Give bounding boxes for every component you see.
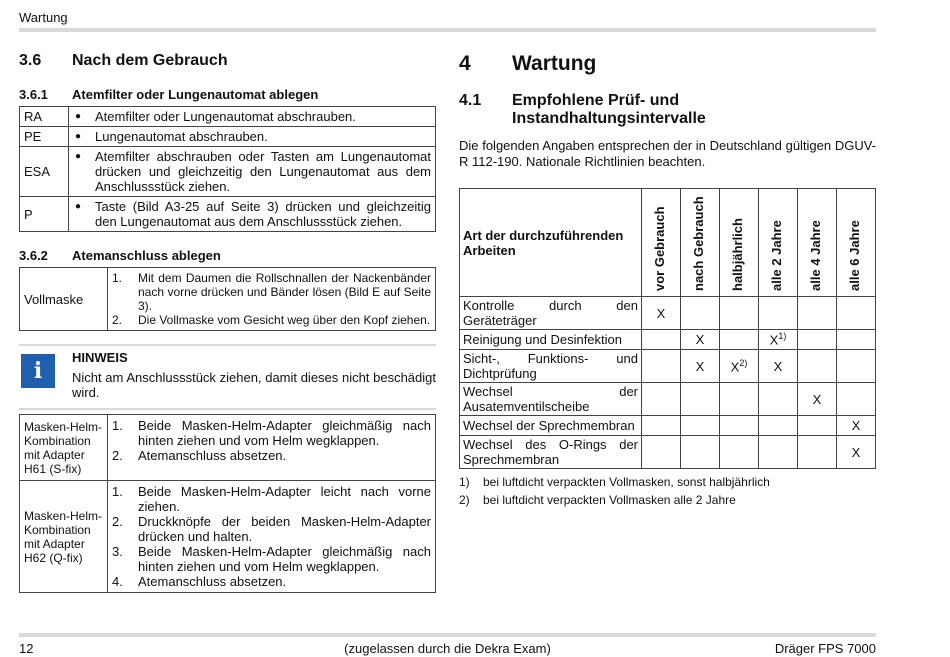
table-row (460, 416, 876, 436)
filter-removal-table (19, 106, 436, 232)
section-heading-4-1: 4.1 Empfohlene Prüf- und Instandhaltungsintervalle (459, 92, 706, 127)
row-label: Wechsel des O-Rings der Sprechmembran (460, 436, 642, 469)
interval-cell (642, 383, 681, 416)
interval-cell (720, 436, 759, 469)
interval-cell: X (798, 383, 837, 416)
footnote: 1) bei luftdicht verpackten Vollmasken, sonst halbjährlich (459, 475, 770, 489)
list-item: 2. Druckknöpfe der beiden Masken-Helm-Adapter drücken und halten. (112, 514, 431, 544)
interval-cell (759, 436, 798, 469)
table-row: PE ● Lungenautomat abschrauben. (20, 127, 436, 147)
list-item: 1. Beide Masken-Helm-Adapter leicht nach vorne ziehen. (112, 484, 431, 514)
table-row (460, 350, 876, 383)
column-header: alle 6 Jahre (837, 189, 876, 297)
column-header: alle 2 Jahre (759, 189, 798, 297)
interval-cell (720, 297, 759, 330)
interval-cell (798, 297, 837, 330)
row-label: Wechsel der Sprechmembran (460, 416, 642, 436)
table-row (460, 436, 876, 469)
footnote: 2) bei luftdicht verpackten Vollmasken alle 2 Jahre (459, 493, 736, 507)
column-header: vor Gebrauch (642, 189, 681, 297)
table-row: Masken-Helm-Kombination mit Adapter H61 (S-fix) 1. Beide Masken-Helm-Adapter gleichmäßig nach hinten ziehen und vom Helm wegklappen. 2. Atemanschluss absetzen. (20, 415, 436, 481)
step-list (112, 484, 431, 589)
table-row (460, 297, 876, 330)
subsection-heading-3-6-1: 3.6.1 Atemfilter oder Lungenautomat ablegen (19, 87, 319, 102)
footnote-ref: 1) (778, 331, 787, 342)
table-row (460, 330, 876, 350)
interval-cell (759, 297, 798, 330)
interval-cell: $X^{2)}$ (720, 350, 759, 383)
footnotes (459, 475, 876, 507)
step-list (112, 418, 431, 463)
interval-cell (837, 330, 876, 350)
interval-cell: X (681, 350, 720, 383)
interval-cell: $X^{1)}$ (759, 330, 798, 350)
interval-cell: X (837, 416, 876, 436)
interval-cell (720, 330, 759, 350)
column-header: nach Gebrauch (681, 189, 720, 297)
list-item: 2. Die Vollmaske vom Gesicht weg über den Kopf ziehen. (112, 313, 431, 327)
subsection-heading-3-6-2: 3.6.2 Atemanschluss ablegen (19, 248, 221, 263)
table-row: P ● Taste (Bild A3-25 auf Seite 3) drücken und gleichzeitig den Lungenautomat aus dem Anschlussstück ziehen. (20, 197, 436, 232)
interval-cell (798, 330, 837, 350)
interval-cell (720, 416, 759, 436)
interval-cell: X (759, 350, 798, 383)
row-label: Wechsel der Ausatemventilscheibe (460, 383, 642, 416)
list-item: 1. Beide Masken-Helm-Adapter gleichmäßig nach hinten ziehen und vom Helm wegklappen. (112, 418, 431, 448)
interval-cell (837, 383, 876, 416)
info-icon: i (21, 354, 55, 388)
hint-text: Nicht am Anschlussstück ziehen, damit dieses nicht beschädigt wird. (72, 370, 436, 400)
maintenance-interval-table (459, 188, 876, 469)
column-header: halbjährlich (720, 189, 759, 297)
interval-cell (837, 297, 876, 330)
hint-title: HINWEIS (72, 350, 128, 365)
interval-cell: X (837, 436, 876, 469)
product-name: Dräger FPS 7000 (774, 641, 876, 656)
chapter-heading: 4 Wartung (459, 52, 597, 75)
table-row (460, 383, 876, 416)
interval-cell (642, 416, 681, 436)
hint-box (19, 344, 436, 410)
table-row: RA ● Atemfilter oder Lungenautomat abschrauben. (20, 107, 436, 127)
page-number: 12 (19, 641, 34, 656)
right-column (459, 52, 876, 511)
interval-cell (798, 350, 837, 383)
table-row: ESA ● Atemfilter abschrauben oder Tasten am Lungenautomat drücken und gleichzeitig den Lungenautomat aus dem Anschlussstück ziehen. (20, 147, 436, 197)
left-column (19, 52, 436, 593)
interval-cell (798, 416, 837, 436)
footnote-ref: 2) (739, 357, 748, 368)
interval-cell (642, 436, 681, 469)
interval-cell: X (681, 330, 720, 350)
list-item: 1. Mit dem Daumen die Rollschnallen der Nackenbänder nach vorne drücken und Bänder lösen (Bild E auf Seite 3). (112, 271, 431, 313)
list-item: 3. Beide Masken-Helm-Adapter gleichmäßig nach hinten ziehen und vom Helm wegklappen. (112, 544, 431, 574)
footer-rule (19, 633, 876, 637)
row-label: Reinigung und Desinfektion (460, 330, 642, 350)
table-row: Vollmaske 1. Mit dem Daumen die Rollschnallen der Nackenbänder nach vorne drücken und Bänder lösen (Bild E auf Seite 3). 2. Die Vollmaske vom Gesicht weg über den Kopf ziehen. (20, 268, 436, 331)
step-list (112, 271, 431, 327)
intro-paragraph: Die folgenden Angaben entsprechen der in Deutschland gültigen DGUV-R 112-190. Nationale Richtlinien beachten. (459, 138, 876, 169)
interval-cell (681, 416, 720, 436)
interval-cell (759, 383, 798, 416)
header-rule (19, 28, 876, 32)
running-header: Wartung (19, 10, 68, 25)
interval-cell (681, 383, 720, 416)
list-item: 2. Atemanschluss absetzen. (112, 448, 287, 463)
approval-note: (zugelassen durch die Dekra Exam) (344, 641, 551, 656)
interval-cell (681, 297, 720, 330)
row-label: Kontrolle durch den Geräteträger (460, 297, 642, 330)
interval-cell (720, 383, 759, 416)
table-row: Masken-Helm-Kombination mit Adapter H62 (Q-fix) 1. Beide Masken-Helm-Adapter leicht nach vorne ziehen. 2. Druckknöpfe der beiden Masken-Helm-Adapter drücken und halten. 3. Beide Masken-Helm-Adapter gleichmäßig nach hinten ziehen und vom Helm wegklappen. 4. Atemanschluss absetzen. (20, 481, 436, 593)
interval-cell: X (642, 297, 681, 330)
section-heading-3-6: 3.6 Nach dem Gebrauch (19, 52, 228, 69)
interval-cell (798, 436, 837, 469)
list-item: 4. Atemanschluss absetzen. (112, 574, 287, 589)
column-header: alle 4 Jahre (798, 189, 837, 297)
interval-cell (642, 350, 681, 383)
table-header-row (460, 189, 876, 297)
interval-cell (759, 416, 798, 436)
interval-cell (681, 436, 720, 469)
vollmaske-table (19, 267, 436, 331)
column-header-work: Art der durchzuführenden Arbeiten (460, 189, 642, 297)
interval-cell (837, 350, 876, 383)
interval-cell (642, 330, 681, 350)
adapter-table (19, 414, 436, 593)
row-label: Sicht-, Funktions- und Dichtprüfung (460, 350, 642, 383)
